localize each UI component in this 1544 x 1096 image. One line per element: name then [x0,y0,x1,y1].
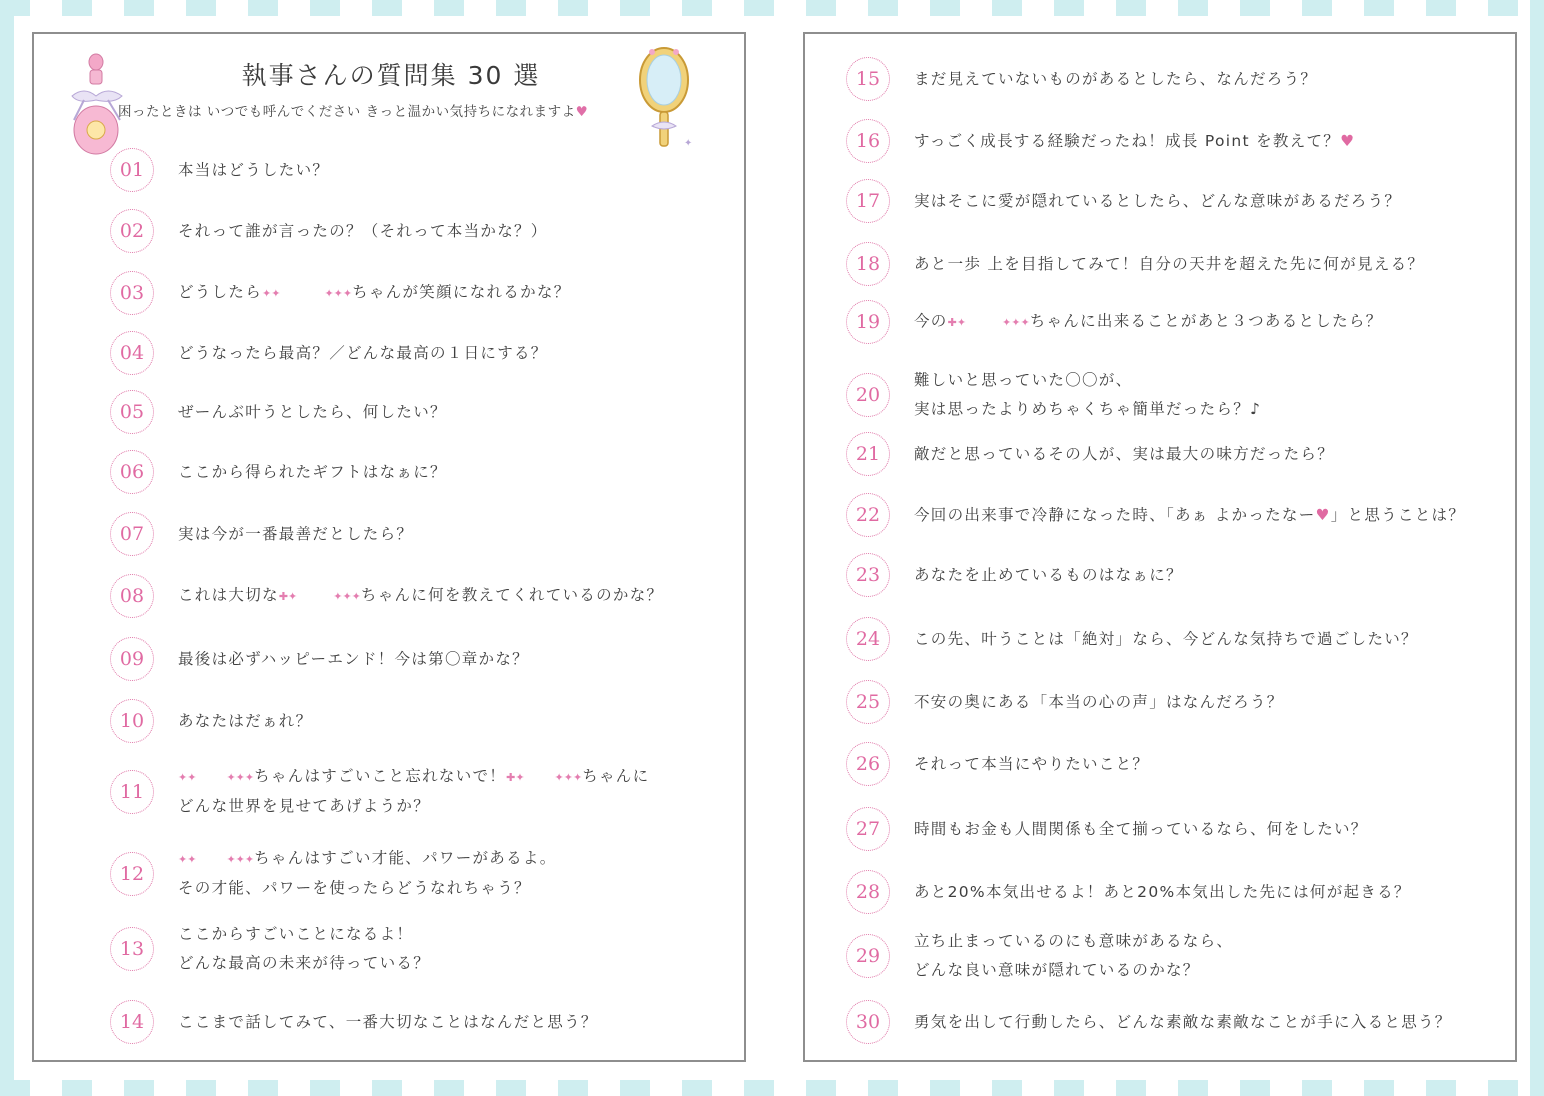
question-number: 02 [110,209,154,253]
question-item [846,493,1465,537]
question-number: 24 [846,617,890,661]
right-page [803,32,1517,1062]
heart-icon: ♥ [1340,131,1356,150]
sparkle-icon: ✦✦✦ [226,771,255,784]
question-text: 不安の奥にある「本当の心の声」はなんだろう？ [914,692,1284,711]
question-text-part: ちゃんに [582,767,650,785]
question-item [110,331,548,375]
sparkle-icon: ✦✦✦ [1002,316,1030,329]
left-page [32,32,746,1062]
page-title: 執事さんの質問集 30 選 [241,61,541,90]
question-item [846,870,1411,914]
question-number: 09 [110,637,154,681]
question-text: あと20%本気出せるよ！あと20%本気出した先には何が起きる？ [914,882,1411,901]
question-text: 最後は必ずハッピーエンド！今は第〇章かな？ [178,649,529,668]
question-text [178,581,663,611]
heart-icon: ♥ [575,104,589,120]
sparkle-icon: ✚✦ [947,316,967,329]
question-number: 25 [846,680,890,724]
question-number: 17 [846,179,890,223]
bottom-stripe-border [0,1080,1544,1096]
question-text: 本当はどうしたい？ [178,160,330,179]
question-text: 勇気を出して行動したら、どんな素敵な素敵なことが手に入ると思う？ [914,1012,1452,1031]
question-number: 14 [110,1000,154,1044]
question-line-2: どんな世界を見せてあげようか？ [178,797,431,815]
question-text: それって誰が言ったの？（それって本当かな？） [178,221,548,240]
question-text-part: ちゃんはすごい才能、パワーがあるよ。 [254,849,557,867]
question-text: まだ見えていないものがあるとしたら、なんだろう？ [914,69,1318,88]
question-text [914,927,1233,985]
question-text-part: 今回の出来事で冷静になった時、「あぁ よかったなー [914,505,1316,524]
question-text-part: ちゃんに何を教えてくれているのかな？ [360,586,664,604]
question-text: ぜーんぶ叶うとしたら、何したい？ [178,402,447,421]
question-text [178,278,571,308]
question-number: 18 [846,242,890,286]
question-number: 19 [846,300,890,344]
sparkle-icon: ✦✦ [262,287,281,300]
question-item [110,1000,598,1044]
question-line-1 [178,762,649,792]
question-item [846,366,1261,424]
question-text [914,366,1261,424]
page-subtitle [118,100,588,120]
question-line-1: 難しいと思っていた〇〇が、 [914,371,1133,389]
question-number: 04 [110,331,154,375]
question-number: 29 [846,934,890,978]
sparkle-icon: ✦✦✦ [226,853,255,866]
sparkle-icon: ✦✦✦ [324,287,353,300]
question-text-part: ちゃんが笑顔になれるかな？ [352,283,571,301]
question-number: 03 [110,271,154,315]
question-number: 06 [110,450,154,494]
question-item [846,119,1355,163]
right-edge-band [1530,0,1544,1096]
question-number: 13 [110,927,154,971]
question-text: ここまで話してみて、一番大切なことはなんだと思う？ [178,1012,598,1031]
question-item [846,57,1317,101]
question-text [914,501,1465,530]
question-item [846,1000,1452,1044]
question-number: 16 [846,119,890,163]
question-text: あなたはだぁれ？ [178,711,313,730]
question-number: 11 [110,770,154,814]
question-item [846,680,1284,724]
subtitle-text: 困ったときは いつでも呼んでください きっと温かい気持ちになれますよ [118,104,576,120]
question-item [110,762,649,821]
svg-text:✦: ✦ [684,138,693,149]
question-text: それって本当にやりたいこと？ [914,754,1150,773]
sparkle-icon: ✦✦ [178,853,197,866]
heart-icon: ♥ [1315,505,1331,524]
question-item [846,742,1149,786]
question-number: 22 [846,493,890,537]
question-number: 21 [846,432,890,476]
question-number: 08 [110,574,154,618]
top-stripe-border [0,0,1544,16]
question-item [110,844,557,903]
question-text-part: これは大切な [178,586,279,604]
question-item [846,300,1383,344]
sparkle-icon: ✚✦ [278,590,298,603]
question-item [846,807,1368,851]
question-item [110,699,312,743]
question-text [178,762,649,821]
question-text-part: すっごく成長する経験だったね！成長 Point を教えて？ [914,131,1341,150]
question-text-part: ちゃんはすごいこと忘れないで！ [254,767,507,785]
question-text [178,920,430,978]
question-text: どうなったら最高？／どんな最高の１日にする？ [178,343,548,362]
question-text: あと一歩 上を目指してみて！自分の天井を超えた先に何が見える？ [914,254,1425,273]
question-item [846,179,1401,223]
question-number: 23 [846,553,890,597]
sparkle-icon: ✦✦✦ [554,771,583,784]
question-item [110,920,430,978]
question-line-1: 立ち止まっているのにも意味があるなら、 [914,932,1234,950]
question-number: 10 [110,699,154,743]
question-text-part: 今の [914,312,948,330]
question-item [110,512,413,556]
question-text [914,307,1383,337]
question-text: ここから得られたギフトはなぁに？ [178,462,447,481]
question-line-2: どんな最高の未来が待っている？ [178,954,431,972]
question-item [110,390,447,434]
question-line-2: どんな良い意味が隠れているのかな？ [914,961,1200,979]
question-item [110,637,529,681]
question-text: この先、叶うことは「絶対」なら、今どんな気持ちで過ごしたい？ [914,629,1418,648]
question-item [846,927,1233,985]
question-number: 20 [846,373,890,417]
question-number: 07 [110,512,154,556]
question-number: 30 [846,1000,890,1044]
question-text-part: 」と思うことは？ [1330,505,1466,524]
question-text: 時間もお金も人間関係も全て揃っているなら、何をしたい？ [914,819,1368,838]
question-item [846,617,1418,661]
question-text: 実はそこに愛が隠れているとしたら、どんな意味があるだろう？ [914,191,1402,210]
question-text-part: ちゃんに出来ることがあと３つあるとしたら？ [1029,312,1383,330]
question-line-1 [178,844,557,874]
question-number: 26 [846,742,890,786]
question-number: 27 [846,807,890,851]
question-item [110,574,663,618]
question-number: 12 [110,852,154,896]
question-text [914,127,1355,156]
question-number: 05 [110,390,154,434]
question-item [846,553,1183,597]
question-item [846,432,1334,476]
left-edge-band [0,0,14,1096]
question-line-1: ここからすごいことになるよ！ [178,925,414,943]
question-line-2: 実は思ったよりめちゃくちゃ簡単だったら？♪ [914,400,1262,418]
sparkle-icon: ✚✦ [506,771,525,784]
sparkle-icon: ✦✦✦ [333,590,361,603]
question-item [110,148,329,192]
question-number: 01 [110,148,154,192]
question-item [110,271,571,315]
question-text: 実は今が一番最善だとしたら？ [178,524,414,543]
question-text: 敵だと思っているその人が、実は最大の味方だったら？ [914,444,1335,463]
question-text-part: どうしたら [178,283,263,301]
question-item [846,242,1424,286]
question-number: 28 [846,870,890,914]
question-text: あなたを止めているものはなぁに？ [914,565,1183,584]
question-number: 15 [846,57,890,101]
question-text [178,844,557,903]
question-item [110,209,548,253]
question-line-2: その才能、パワーを使ったらどうなれちゃう？ [178,879,531,897]
question-item [110,450,447,494]
sparkle-icon: ✦✦ [178,771,197,784]
